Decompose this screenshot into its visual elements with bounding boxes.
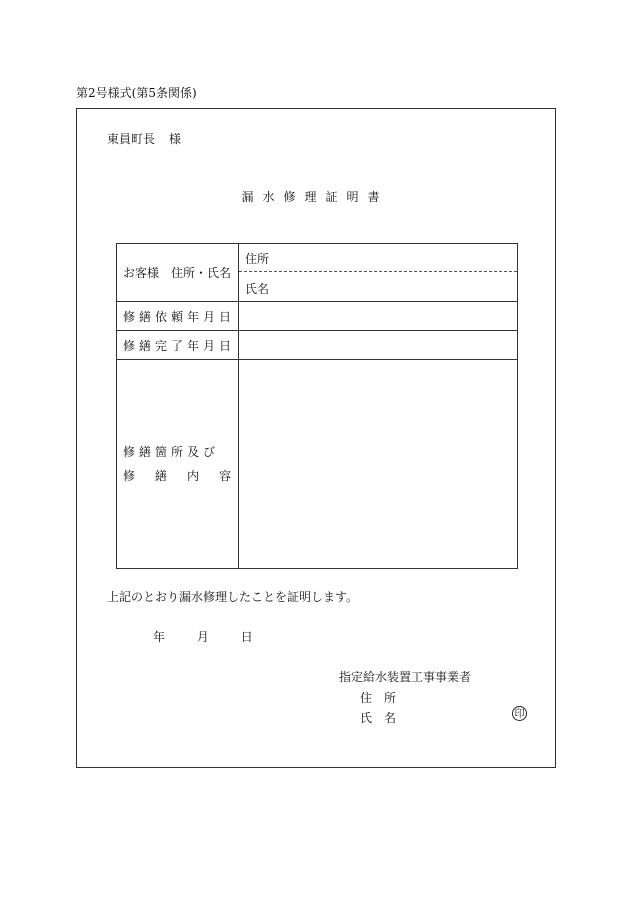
- completion-date-label: 修繕完了年月日: [117, 331, 239, 360]
- addressee: [107, 130, 181, 147]
- request-date-label: 修繕依頼年月日: [117, 302, 239, 331]
- seal-icon: 印: [512, 706, 527, 721]
- document-title: 漏水修理証明書: [241, 190, 389, 204]
- date-line: [153, 628, 281, 645]
- request-date-row: [117, 302, 518, 331]
- form-number: 第2号様式(第5条関係): [76, 86, 197, 100]
- completion-date-row: [117, 331, 518, 360]
- repair-location-label: 修繕箇所及び: [123, 445, 220, 459]
- addressee-honorific: 様: [169, 132, 182, 146]
- contractor-address-label: 住所: [360, 691, 409, 705]
- date-month: 月: [196, 630, 209, 644]
- certification-statement: 上記のとおり漏水修理したことを証明します。: [107, 590, 359, 604]
- repair-detail-row: [117, 360, 518, 569]
- customer-value-cell: [239, 244, 518, 302]
- repair-content-label: 修 繕 内 容: [123, 469, 231, 483]
- name-field[interactable]: 氏名: [245, 282, 270, 296]
- customer-row: [117, 244, 518, 302]
- address-field[interactable]: 住所: [239, 244, 517, 272]
- certificate-table: [116, 243, 518, 569]
- contractor-name-label: 氏名: [360, 711, 409, 725]
- repair-detail-field[interactable]: [239, 360, 518, 569]
- repair-detail-label: [117, 360, 239, 569]
- date-year: 年: [153, 630, 166, 644]
- completion-date-field[interactable]: [239, 331, 518, 360]
- addressee-name: 東員町長: [107, 132, 156, 146]
- request-date-field[interactable]: [239, 302, 518, 331]
- customer-label: お客様 住所・氏名: [117, 244, 239, 302]
- date-day: 日: [240, 630, 253, 644]
- contractor-title: 指定給水装置工事事業者: [339, 670, 472, 684]
